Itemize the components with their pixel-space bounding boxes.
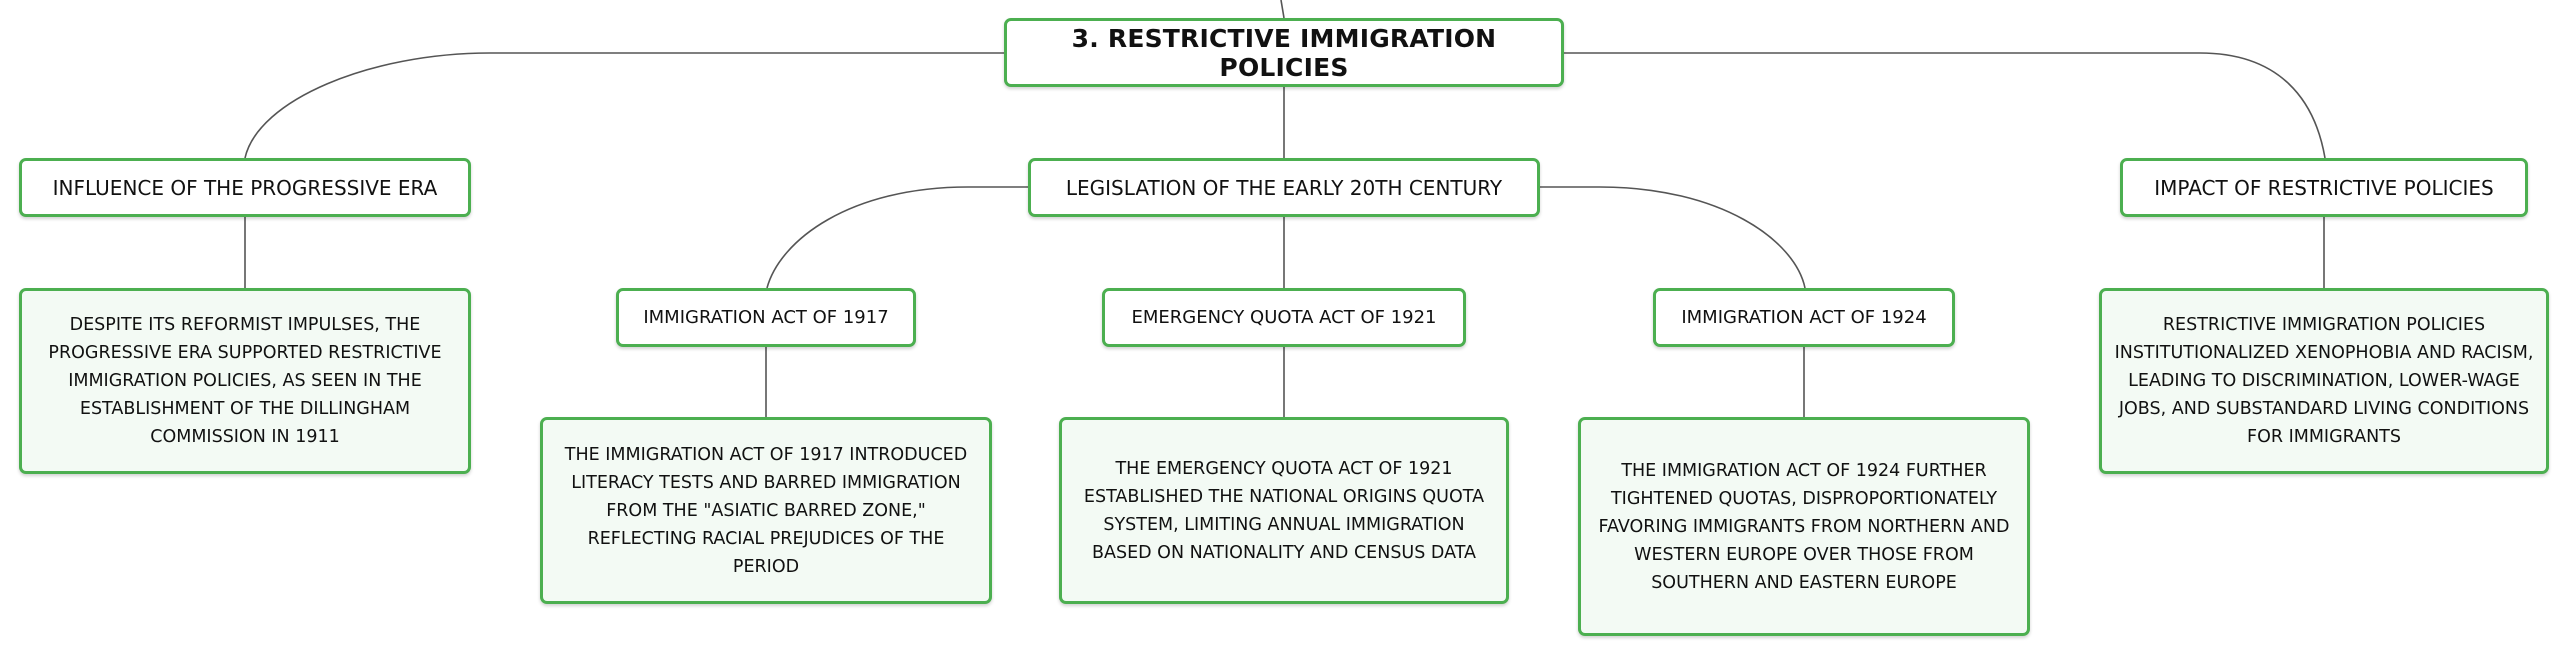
topic-label-impact: IMPACT OF RESTRICTIVE POLICIES [2154,175,2494,200]
topic-node-act-1924[interactable] [1653,288,1955,347]
topic-node-act-1917[interactable] [616,288,916,347]
detail-text-progressive-era: DESPITE ITS REFORMIST IMPULSES, THE PROGRESSIVE ERA SUPPORTED RESTRICTIVE IMMIGRATION POLICIES, AS SEEN IN THE ESTABLISHMENT OF THE DILLINGHAM COMMISSION IN 1911 [48,315,442,447]
topic-node-impact[interactable] [2120,158,2528,217]
detail-text-act-1924: THE IMMIGRATION ACT OF 1924 FURTHER TIGHTENED QUOTAS, DISPROPORTIONATELY FAVORING IMMIGRANTS FROM NORTHERN AND WESTERN EUROPE OVER THOSE FROM SOUTHERN AND EASTERN EUROPE [1598,460,2010,593]
topic-label-act-1924: IMMIGRATION ACT OF 1924 [1681,307,1927,328]
connector-root-to-progressive [245,53,1004,158]
topic-label-progressive-era: INFLUENCE OF THE PROGRESSIVE ERA [52,175,438,200]
detail-node-act-1924[interactable] [1578,417,2030,636]
root-topic-node[interactable] [1004,18,1564,87]
detail-node-act-1917[interactable] [540,417,992,604]
topic-node-legislation[interactable] [1028,158,1540,217]
detail-text-act-1917: THE IMMIGRATION ACT OF 1917 INTRODUCED LITERACY TESTS AND BARRED IMMIGRATION FROM THE "ASIATIC BARRED ZONE," REFLECTING RACIAL PREJUDICES OF THE PERIOD [564,444,968,577]
topic-label-act-1917: IMMIGRATION ACT OF 1917 [643,307,889,328]
detail-node-progressive-era[interactable] [19,288,471,474]
root-topic-label: 3. RESTRICTIVE IMMIGRATION POLICIES [1071,23,1497,82]
detail-text-impact: RESTRICTIVE IMMIGRATION POLICIES INSTITUTIONALIZED XENOPHOBIA AND RACISM, LEADING TO DISCRIMINATION, LOWER-WAGE JOBS, AND SUBSTANDARD LIVING CONDITIONS FOR IMMIGRANTS [2114,315,2534,447]
connector-legislation-to-1917 [767,187,1028,288]
topic-label-act-1921: EMERGENCY QUOTA ACT OF 1921 [1131,307,1437,328]
connector-root-to-impact [1564,53,2325,158]
topic-label-legislation: LEGISLATION OF THE EARLY 20TH CENTURY [1065,175,1503,200]
connector-parent-to-root [1281,0,1284,18]
topic-node-act-1921[interactable] [1102,288,1466,347]
detail-text-act-1921: THE EMERGENCY QUOTA ACT OF 1921 ESTABLISHED THE NATIONAL ORIGINS QUOTA SYSTEM, LIMITING ANNUAL IMMIGRATION BASED ON NATIONALITY AND CENSUS DATA [1083,458,1485,563]
topic-node-progressive-era[interactable] [19,158,471,217]
connector-legislation-to-1924 [1540,187,1805,288]
detail-node-act-1921[interactable] [1059,417,1509,604]
detail-node-impact[interactable] [2099,288,2549,474]
